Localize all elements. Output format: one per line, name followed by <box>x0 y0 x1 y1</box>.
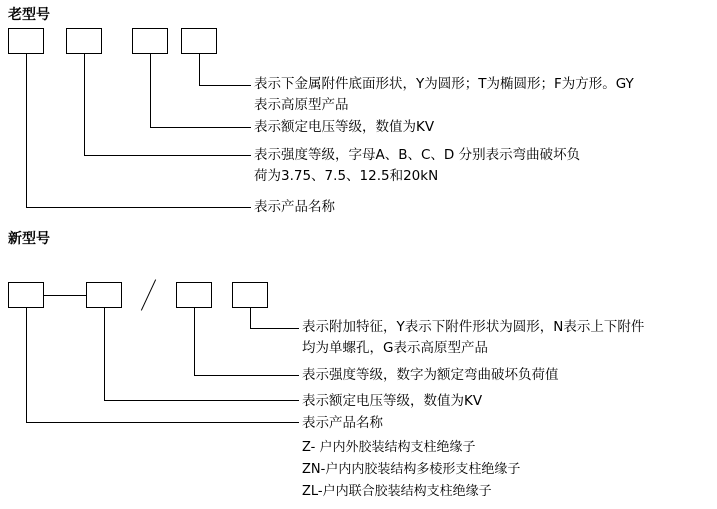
old-note-bottom-shape-line1: 表示下金属附件底面形状，Y为圆形；T为椭圆形；F为方形。GY <box>254 76 634 92</box>
old-leader-1-horizontal <box>26 207 251 208</box>
old-box-3 <box>132 28 168 54</box>
new-box-2 <box>86 282 122 308</box>
old-leader-3-horizontal <box>150 127 251 128</box>
new-leader-4-horizontal <box>250 328 299 329</box>
new-box-4 <box>232 282 268 308</box>
new-note-product-zn: ZN-户内内胶装结构多棱形支柱绝缘子 <box>302 462 521 477</box>
old-leader-3-vertical <box>150 54 151 127</box>
old-note-rated-voltage: 表示额定电压等级，数值为KV <box>254 119 435 135</box>
old-leader-2-vertical <box>84 54 85 155</box>
new-leader-3-vertical <box>194 308 195 375</box>
new-separator-slash <box>141 279 156 310</box>
new-box-3 <box>176 282 212 308</box>
new-note-additional-feature-line2: 均为单螺孔，G表示高原型产品 <box>302 340 488 356</box>
new-note-additional-feature-line1: 表示附加特征，Y表示下附件形状为圆形，N表示上下附件 <box>302 319 645 335</box>
new-type-section-title: 新型号 <box>8 231 50 247</box>
old-box-2 <box>66 28 102 54</box>
old-note-bottom-shape-line2: 表示高原型产品 <box>254 97 349 113</box>
old-note-product-name: 表示产品名称 <box>254 199 335 215</box>
old-note-strength-grade-line2: 荷为3.75、7.5、12.5和20kN <box>254 168 439 184</box>
new-note-product-name: 表示产品名称 <box>302 415 383 431</box>
old-leader-1-vertical <box>26 54 27 207</box>
old-leader-4-horizontal <box>199 85 251 86</box>
new-leader-4-vertical <box>250 308 251 328</box>
old-leader-4-vertical <box>199 54 200 85</box>
new-note-product-z: Z- 户内外胶装结构支柱绝缘子 <box>302 440 476 455</box>
old-box-1 <box>8 28 44 54</box>
new-box-1 <box>8 282 44 308</box>
new-note-rated-voltage: 表示额定电压等级，数值为KV <box>302 393 483 409</box>
new-note-product-zl: ZL-户内联合胶装结构支柱绝缘子 <box>302 484 492 499</box>
new-leader-1-vertical <box>26 308 27 422</box>
new-box-connector-dash <box>44 295 86 296</box>
new-leader-1-horizontal <box>26 422 299 423</box>
old-leader-2-horizontal <box>84 155 251 156</box>
new-leader-2-horizontal <box>104 400 299 401</box>
new-leader-3-horizontal <box>194 375 299 376</box>
old-type-section-title: 老型号 <box>8 7 50 23</box>
new-note-strength-grade: 表示强度等级，数字为额定弯曲破坏负荷值 <box>302 367 559 383</box>
old-note-strength-grade-line1: 表示强度等级，字母A、B、C、D 分别表示弯曲破坏负 <box>254 147 581 163</box>
old-box-4 <box>181 28 217 54</box>
new-leader-2-vertical <box>104 308 105 400</box>
